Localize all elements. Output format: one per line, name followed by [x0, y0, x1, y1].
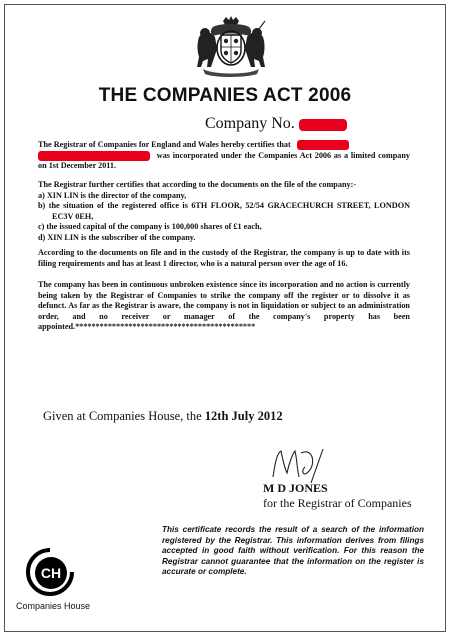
further-certification-paragraph	[38, 180, 410, 244]
certification-text-b: was incorporated under the Companies Act 2006 as a limited company on 1st December 2011.	[38, 150, 410, 171]
signer-role: for the Registrar of Companies	[263, 496, 412, 510]
act-title: THE COMPANIES ACT 2006	[98, 85, 352, 106]
further-certification-intro: The Registrar further certifies that according to the documents on the file of the company:-	[38, 180, 357, 189]
certification-text-a: The Registrar of Companies for England and Wales hereby certifies that	[38, 140, 291, 149]
given-at-prefix: Given at Companies House, the	[43, 409, 202, 423]
royal-coat-of-arms-icon	[193, 15, 269, 77]
companies-house-logo-text: CH	[40, 565, 62, 581]
signer-name: M D JONES	[263, 481, 328, 495]
list-item: b) the situation of the registered office is 6TH FLOOR, 52/54 GRACECHURCH STREET, LONDON EC3V 0EH,	[38, 201, 410, 221]
redacted-company-number	[299, 119, 347, 131]
disclaimer-text: This certificate records the result of a search of the information registered by the Registrar. This information derives from filings accepted in good faith without verification. For this reason the Registrar cannot guarantee that the information on the register is accurate or complete.	[162, 525, 424, 577]
given-at-line	[43, 409, 283, 424]
certification-paragraph	[38, 140, 410, 172]
list-item: d) XIN LIN is the subscriber of the company.	[38, 232, 196, 242]
given-date: 12th July 2012	[204, 409, 283, 423]
companies-house-label: Companies House	[16, 601, 91, 611]
list-item: a) XIN LIN is the director of the company,	[38, 190, 187, 200]
existence-paragraph: The company has been in continuous unbroken existence since its incorporation and no action is currently being taken by the Registrar of Companies to strike the company off the register or to dissolve it as defunct. As far as the Registrar is aware, the company is not in liquidation or subject to an administration order, and no receiver or manager of the company's property has been appointed.********************************************	[38, 280, 410, 332]
certificate-page	[4, 4, 446, 632]
companies-house-logo-icon	[25, 547, 75, 597]
redacted-company-name-continued	[38, 151, 150, 161]
signer-block	[263, 481, 412, 511]
company-number-label: Company No.	[205, 115, 295, 132]
filing-status-paragraph: According to the documents on file and in the custody of the Registrar, the company is up to date with its filing requirements and has at least 1 director, who is a natural person over the age of 16.	[38, 248, 410, 268]
list-item: c) the issued capital of the company is 100,000 shares of £1 each,	[38, 222, 262, 232]
redacted-company-name	[297, 140, 349, 150]
